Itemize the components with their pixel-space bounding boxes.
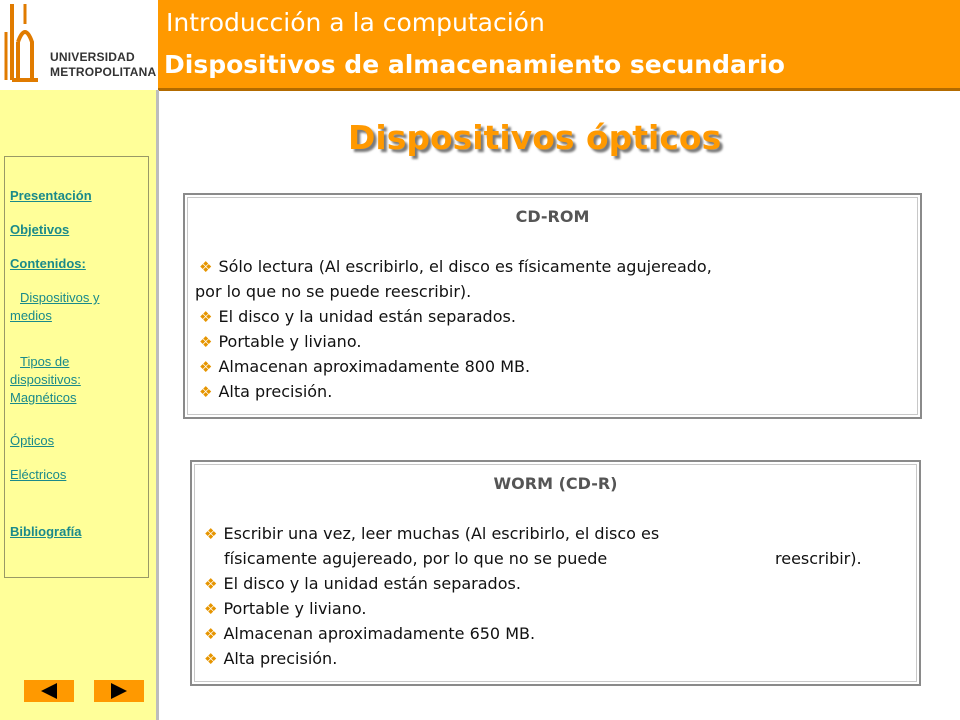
diamond-bullet-icon: ❖ bbox=[199, 358, 213, 376]
worm-panel bbox=[190, 460, 921, 686]
worm-item-3-text: Portable y liviano. bbox=[223, 599, 367, 618]
university-logo bbox=[0, 0, 158, 90]
nav-link-tipos[interactable]: Tipos de bbox=[20, 354, 70, 369]
diamond-bullet-icon: ❖ bbox=[199, 308, 213, 326]
cdrom-item-1 bbox=[199, 257, 712, 276]
cdrom-item-1-text: Sólo lectura (Al escribirlo, el disco es físicamente agujereado, bbox=[218, 257, 712, 276]
cdrom-item-4-text: Almacenan aproximadamente 800 MB. bbox=[218, 357, 531, 376]
diamond-bullet-icon: ❖ bbox=[199, 333, 213, 351]
logo-line-1: UNIVERSIDAD bbox=[50, 50, 135, 64]
arrow-right-icon bbox=[94, 680, 144, 702]
cdrom-item-3 bbox=[199, 332, 361, 351]
cdrom-item-2-text: El disco y la unidad están separados. bbox=[218, 307, 516, 326]
arrow-left-icon bbox=[24, 680, 74, 702]
nav-link-objetivos[interactable]: Objetivos bbox=[10, 222, 70, 237]
worm-item-3 bbox=[204, 599, 366, 618]
sidebar-shadow bbox=[156, 90, 159, 720]
university-emblem-icon bbox=[2, 2, 48, 88]
worm-item-1-text: Escribir una vez, leer muchas (Al escribirlo, el disco es bbox=[223, 524, 660, 543]
nav-link-dispositivos-y-medios[interactable]: Dispositivos y bbox=[20, 290, 100, 305]
worm-item-1-cont-end: reescribir). bbox=[775, 549, 862, 568]
header-shadow bbox=[158, 88, 960, 91]
diamond-bullet-icon: ❖ bbox=[204, 600, 218, 618]
next-slide-button[interactable] bbox=[94, 680, 144, 702]
nav-link-contenidos[interactable]: Contenidos: bbox=[10, 256, 86, 271]
section-title: Dispositivos de almacenamiento secundario bbox=[164, 50, 785, 79]
diamond-bullet-icon: ❖ bbox=[204, 525, 218, 543]
cdrom-heading: CD-ROM bbox=[515, 207, 590, 226]
worm-heading: WORM (CD-R) bbox=[493, 474, 618, 493]
cdrom-item-2 bbox=[199, 307, 516, 326]
diamond-bullet-icon: ❖ bbox=[199, 383, 213, 401]
previous-slide-button[interactable] bbox=[24, 680, 74, 702]
diamond-bullet-icon: ❖ bbox=[204, 650, 218, 668]
cdrom-item-1-cont: por lo que no se puede reescribir). bbox=[195, 282, 472, 301]
nav-link-dispositivos-y-medios-cont[interactable]: medios bbox=[10, 308, 52, 323]
header-banner bbox=[158, 0, 960, 88]
diamond-bullet-icon: ❖ bbox=[204, 625, 218, 643]
sidebar-nav bbox=[4, 156, 149, 578]
logo-line-2: METROPOLITANA bbox=[50, 65, 157, 79]
slide-title: Dispositivos ópticos bbox=[348, 118, 722, 157]
nav-link-presentacion[interactable]: Presentación bbox=[10, 188, 92, 203]
worm-item-5-text: Alta precisión. bbox=[223, 649, 338, 668]
cdrom-item-5 bbox=[199, 382, 332, 401]
cdrom-item-4 bbox=[199, 357, 530, 376]
worm-item-4 bbox=[204, 624, 535, 643]
worm-item-4-text: Almacenan aproximadamente 650 MB. bbox=[223, 624, 536, 643]
nav-link-magneticos[interactable]: Magnéticos bbox=[10, 390, 77, 405]
worm-item-1 bbox=[204, 524, 659, 543]
worm-item-2-text: El disco y la unidad están separados. bbox=[223, 574, 521, 593]
diamond-bullet-icon: ❖ bbox=[204, 575, 218, 593]
nav-link-bibliografia[interactable]: Bibliografía bbox=[10, 524, 82, 539]
cdrom-item-5-text: Alta precisión. bbox=[218, 382, 333, 401]
nav-link-tipos-cont[interactable]: dispositivos: bbox=[10, 372, 81, 387]
course-title: Introducción a la computación bbox=[166, 8, 545, 37]
worm-item-2 bbox=[204, 574, 521, 593]
worm-item-5 bbox=[204, 649, 337, 668]
diamond-bullet-icon: ❖ bbox=[199, 258, 213, 276]
nav-link-electricos[interactable]: Eléctricos bbox=[10, 467, 67, 482]
cdrom-item-3-text: Portable y liviano. bbox=[218, 332, 362, 351]
cdrom-panel bbox=[183, 193, 922, 419]
nav-link-opticos[interactable]: Ópticos bbox=[10, 433, 55, 448]
worm-item-1-cont: físicamente agujereado, por lo que no se puede bbox=[224, 549, 608, 568]
